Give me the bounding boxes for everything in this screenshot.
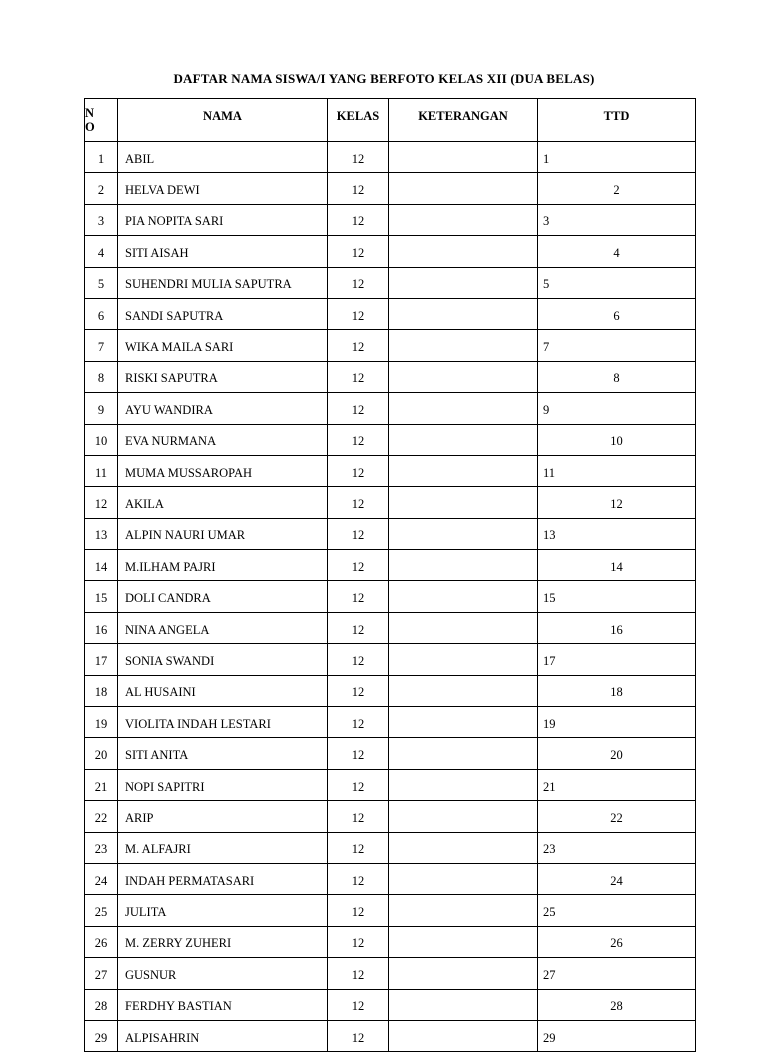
table-row [85,298,696,329]
row-number: 1 [85,142,118,173]
signature-cell[interactable]: 28 [538,989,696,1020]
column-header-nama-label: NAMA [203,108,242,123]
class-value: 12 [328,236,389,267]
student-name: M.ILHAM PAJRI [118,550,328,581]
student-name: EVA NURMANA [118,424,328,455]
row-number: 29 [85,1020,118,1051]
signature-cell[interactable]: 10 [538,424,696,455]
signature-cell[interactable]: 2 [538,173,696,204]
row-number: 23 [85,832,118,863]
column-header-keterangan [389,99,538,142]
table-row [85,393,696,424]
signature-cell[interactable]: 20 [538,738,696,769]
row-number: 28 [85,989,118,1020]
keterangan-cell[interactable] [389,361,538,392]
signature-cell[interactable]: 12 [538,487,696,518]
table-row [85,926,696,957]
student-name: FERDHY BASTIAN [118,989,328,1020]
student-name: M. ZERRY ZUHERI [118,926,328,957]
keterangan-cell[interactable] [389,330,538,361]
student-name: AYU WANDIRA [118,393,328,424]
class-value: 12 [328,644,389,675]
column-header-kelas-label: KELAS [336,108,380,123]
column-header-no-line1: N [85,106,95,120]
student-name: MUMA MUSSAROPAH [118,455,328,486]
row-number: 2 [85,173,118,204]
column-header-kelas [328,99,389,142]
row-number: 24 [85,863,118,894]
row-number: 22 [85,801,118,832]
keterangan-cell[interactable] [389,675,538,706]
table-row [85,958,696,989]
row-number: 6 [85,298,118,329]
class-value: 12 [328,361,389,392]
row-number: 20 [85,738,118,769]
keterangan-cell[interactable] [389,518,538,549]
student-name: RISKI SAPUTRA [118,361,328,392]
class-value: 12 [328,863,389,894]
row-number: 18 [85,675,118,706]
class-value: 12 [328,738,389,769]
table-row [85,236,696,267]
class-value: 12 [328,707,389,738]
signature-cell[interactable]: 23 [538,832,696,863]
row-number: 16 [85,612,118,643]
student-name: GUSNUR [118,958,328,989]
signature-cell[interactable]: 22 [538,801,696,832]
table-row [85,487,696,518]
class-value: 12 [328,142,389,173]
row-number: 12 [85,487,118,518]
keterangan-cell[interactable] [389,298,538,329]
student-name: SONIA SWANDI [118,644,328,675]
table-row [85,707,696,738]
keterangan-cell[interactable] [389,738,538,769]
signature-cell[interactable]: 9 [538,393,696,424]
class-value: 12 [328,926,389,957]
class-value: 12 [328,330,389,361]
page-title: DAFTAR NAMA SISWA/I YANG BERFOTO KELAS XII (DUA BELAS) [173,71,595,86]
row-number: 19 [85,707,118,738]
table-row [85,581,696,612]
row-number: 14 [85,550,118,581]
row-number: 5 [85,267,118,298]
student-name: WIKA MAILA SARI [118,330,328,361]
table-row [85,142,696,173]
column-header-nama [118,99,328,142]
student-name: SANDI SAPUTRA [118,298,328,329]
student-name: INDAH PERMATASARI [118,863,328,894]
class-value: 12 [328,487,389,518]
keterangan-cell[interactable] [389,989,538,1020]
keterangan-cell[interactable] [389,204,538,235]
class-value: 12 [328,832,389,863]
signature-cell[interactable]: 6 [538,298,696,329]
table-body [85,142,696,1052]
column-header-keterangan-label: KETERANGAN [418,108,508,123]
keterangan-cell[interactable] [389,550,538,581]
student-name: HELVA DEWI [118,173,328,204]
signature-cell[interactable]: 29 [538,1020,696,1051]
signature-cell[interactable]: 16 [538,612,696,643]
class-value: 12 [328,298,389,329]
row-number: 26 [85,926,118,957]
keterangan-cell[interactable] [389,455,538,486]
table-row [85,769,696,800]
class-value: 12 [328,801,389,832]
column-header-ttd-label: TTD [603,108,630,123]
student-name: SITI AISAH [118,236,328,267]
keterangan-cell[interactable] [389,393,538,424]
table-row [85,267,696,298]
student-name: SUHENDRI MULIA SAPUTRA [118,267,328,298]
signature-cell[interactable]: 17 [538,644,696,675]
row-number: 9 [85,393,118,424]
keterangan-cell[interactable] [389,424,538,455]
signature-cell[interactable]: 7 [538,330,696,361]
class-value: 12 [328,204,389,235]
table-row [85,424,696,455]
keterangan-cell[interactable] [389,581,538,612]
column-header-ttd [538,99,696,142]
signature-cell[interactable]: 11 [538,455,696,486]
row-number: 4 [85,236,118,267]
signature-cell[interactable]: 8 [538,361,696,392]
table-row [85,863,696,894]
student-name: AL HUSAINI [118,675,328,706]
keterangan-cell[interactable] [389,236,538,267]
table-row [85,1020,696,1051]
student-name: PIA NOPITA SARI [118,204,328,235]
row-number: 13 [85,518,118,549]
class-value: 12 [328,581,389,612]
row-number: 21 [85,769,118,800]
keterangan-cell[interactable] [389,487,538,518]
row-number: 17 [85,644,118,675]
student-name: ALPIN NAURI UMAR [118,518,328,549]
table-row [85,330,696,361]
table-row [85,895,696,926]
keterangan-cell[interactable] [389,863,538,894]
class-value: 12 [328,393,389,424]
signature-cell[interactable]: 4 [538,236,696,267]
table-row [85,738,696,769]
signature-cell[interactable]: 3 [538,204,696,235]
signature-cell[interactable]: 26 [538,926,696,957]
keterangan-cell[interactable] [389,142,538,173]
keterangan-cell[interactable] [389,707,538,738]
student-table [84,98,696,1052]
class-value: 12 [328,1020,389,1051]
keterangan-cell[interactable] [389,801,538,832]
table-header-row [85,99,696,142]
table-row [85,612,696,643]
keterangan-cell[interactable] [389,644,538,675]
class-value: 12 [328,769,389,800]
class-value: 12 [328,173,389,204]
keterangan-cell[interactable] [389,173,538,204]
table-row [85,989,696,1020]
column-header-no-line2: O [85,120,95,134]
student-name: AKILA [118,487,328,518]
table-row [85,550,696,581]
keterangan-cell[interactable] [389,769,538,800]
signature-cell[interactable]: 14 [538,550,696,581]
student-name: ALPISAHRIN [118,1020,328,1051]
signature-cell[interactable]: 27 [538,958,696,989]
row-number: 7 [85,330,118,361]
table-row [85,832,696,863]
column-header-no [85,99,118,142]
class-value: 12 [328,424,389,455]
class-value: 12 [328,518,389,549]
signature-cell[interactable]: 15 [538,581,696,612]
keterangan-cell[interactable] [389,926,538,957]
signature-cell[interactable]: 25 [538,895,696,926]
row-number: 11 [85,455,118,486]
class-value: 12 [328,550,389,581]
class-value: 12 [328,989,389,1020]
signature-cell[interactable]: 18 [538,675,696,706]
student-name: DOLI CANDRA [118,581,328,612]
keterangan-cell[interactable] [389,267,538,298]
student-name: ABIL [118,142,328,173]
student-name: VIOLITA INDAH LESTARI [118,707,328,738]
student-name: NOPI SAPITRI [118,769,328,800]
table-row [85,801,696,832]
signature-cell[interactable]: 5 [538,267,696,298]
class-value: 12 [328,895,389,926]
class-value: 12 [328,958,389,989]
student-name: JULITA [118,895,328,926]
row-number: 15 [85,581,118,612]
keterangan-cell[interactable] [389,612,538,643]
table-row [85,361,696,392]
class-value: 12 [328,675,389,706]
student-name: NINA ANGELA [118,612,328,643]
student-name: M. ALFAJRI [118,832,328,863]
class-value: 12 [328,267,389,298]
table-row [85,455,696,486]
row-number: 8 [85,361,118,392]
keterangan-cell[interactable] [389,1020,538,1051]
signature-cell[interactable]: 21 [538,769,696,800]
keterangan-cell[interactable] [389,958,538,989]
class-value: 12 [328,612,389,643]
student-name: SITI ANITA [118,738,328,769]
table-row [85,675,696,706]
row-number: 27 [85,958,118,989]
row-number: 25 [85,895,118,926]
signature-cell[interactable]: 1 [538,142,696,173]
signature-cell[interactable]: 13 [538,518,696,549]
signature-cell[interactable]: 19 [538,707,696,738]
row-number: 10 [85,424,118,455]
class-value: 12 [328,455,389,486]
row-number: 3 [85,204,118,235]
table-row [85,204,696,235]
keterangan-cell[interactable] [389,895,538,926]
table-row [85,173,696,204]
table-row [85,644,696,675]
table-row [85,518,696,549]
signature-cell[interactable]: 24 [538,863,696,894]
keterangan-cell[interactable] [389,832,538,863]
student-name: ARIP [118,801,328,832]
